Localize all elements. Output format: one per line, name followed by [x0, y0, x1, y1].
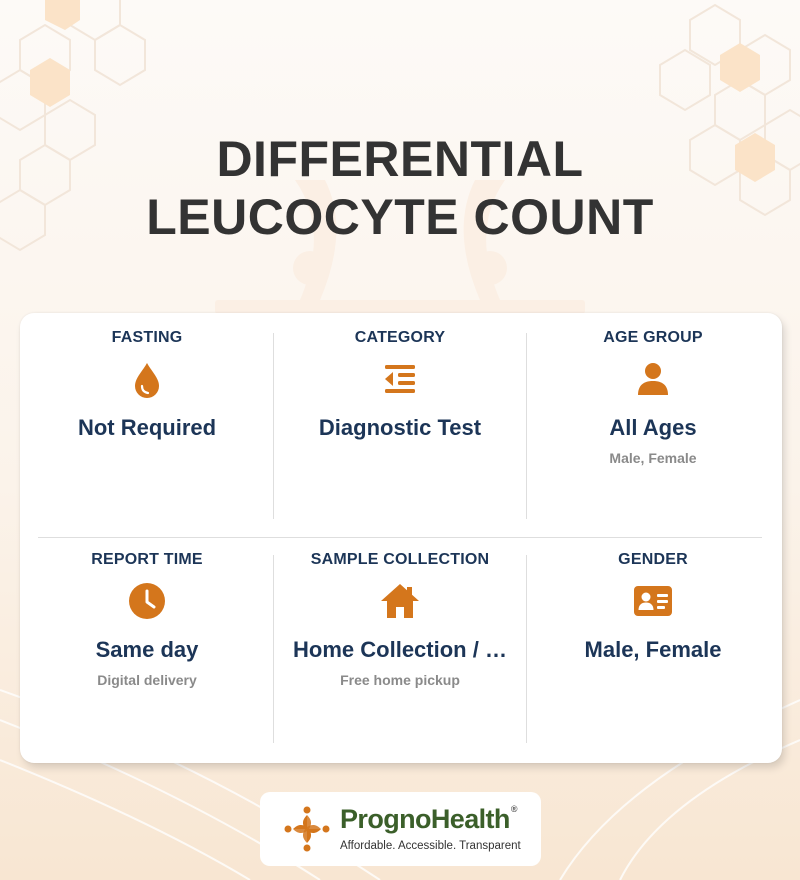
- info-label: SAMPLE COLLECTION: [310, 551, 490, 568]
- info-value: Home Collection / …: [293, 637, 507, 662]
- list-indent-icon: [380, 359, 420, 399]
- info-sub: Digital delivery: [97, 672, 197, 688]
- info-sub: Free home pickup: [340, 672, 460, 688]
- info-value: Diagnostic Test: [318, 415, 482, 440]
- info-label: GENDER: [618, 551, 688, 568]
- info-value: Male, Female: [584, 637, 722, 662]
- page-title: [0, 130, 800, 246]
- info-label: AGE GROUP: [603, 329, 703, 346]
- test-info-card: [20, 313, 782, 763]
- info-value: Not Required: [77, 415, 217, 440]
- drop-icon: [127, 359, 167, 399]
- info-sub: Male, Female: [609, 450, 697, 466]
- info-label: FASTING: [111, 329, 183, 346]
- column-divider: [273, 555, 274, 743]
- brand-logo: [260, 792, 541, 866]
- title-line-1: DIFFERENTIAL: [216, 131, 584, 187]
- prognohealth-logo-icon: [280, 802, 334, 856]
- clock-icon: [127, 581, 167, 621]
- home-icon: [380, 581, 420, 621]
- column-divider: [273, 333, 274, 519]
- user-icon: [633, 359, 673, 399]
- info-label: REPORT TIME: [91, 551, 203, 568]
- info-value: All Ages: [609, 415, 697, 440]
- info-label: CATEGORY: [354, 329, 446, 346]
- id-card-icon: [633, 581, 673, 621]
- column-divider: [526, 555, 527, 743]
- info-value: Same day: [95, 637, 199, 662]
- column-divider: [526, 333, 527, 519]
- brand-name: PrognoHealth®: [340, 804, 517, 834]
- row-divider: [38, 537, 762, 538]
- brand-tagline: Affordable. Accessible. Transparent: [340, 840, 521, 852]
- title-line-2: LEUCOCYTE COUNT: [146, 189, 654, 245]
- trademark: ®: [510, 804, 517, 814]
